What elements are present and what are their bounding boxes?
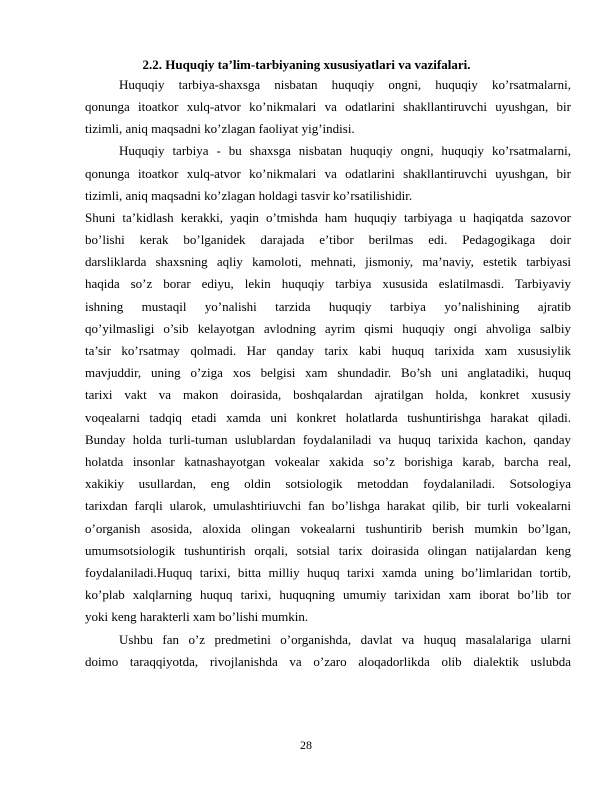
paragraph-line: yoki keng harakterli xam bo’lishi mumkin.	[85, 609, 309, 624]
paragraph-line: tizimli, aniq maqsadni ko’zlagan holdagi tasvir ko’rsatilishidir.	[85, 188, 413, 203]
paragraph-line: holatda insonlar katnashayotgan vokealar xakida so’z borishiga karab, barcha real,	[85, 454, 571, 469]
paragraph-line: foydalaniladi.Huquq tarixi, bitta milliy huquq tarixi xamda uning bo’limlaridan tortib,	[85, 565, 571, 580]
paragraph-line: o’organish asosida, aloxida olingan vokealarni tushuntirib berish mumkin bo’lgan,	[85, 521, 571, 536]
page-number: 28	[300, 738, 312, 752]
paragraph-line: voqealarni tadqiq etadi xamda uni konkret holatlarda tushuntirishga harakat qiladi.	[85, 410, 571, 425]
paragraph-line: ko’plab xalqlarning huquq tarixi, huquqning umumiy tarixidan xam iborat bo’lib tor	[85, 587, 571, 602]
paragraph-line: qo’yilmasligi o’sib kelayotgan avlodning ayrim qismi huquqiy ongi ahvoliga salbiy	[85, 321, 571, 336]
paragraph-line: haqida so’z borar ediyu, lekin huquqiy tarbiya xususida eslatilmasdi. Tarbiyaviy	[85, 276, 571, 291]
paragraph-line: Bunday holda turli-tuman uslublardan foydalaniladi va huquq tarixida kachon, qanday	[85, 432, 571, 447]
paragraph-line: Ushbu fan o’z predmetini o’organishda, davlat va huquq masalalariga ularni	[119, 632, 571, 647]
paragraph-line: umumsotsiologik tushuntirish orqali, sotsial tarix doirasida olingan natijalardan keng	[85, 543, 571, 558]
section-heading: 2.2. Huquqiy ta’lim-tarbiyaning xususiyatlari va vazifalari.	[142, 57, 471, 72]
paragraph-line: darsliklarda shaxsning aqliy kamoloti, mehnati, jismoniy, ma’naviy, estetik tarbiyasi	[85, 254, 571, 269]
paragraph-line: Huquqiy tarbiya - bu shaxsga nisbatan huquqiy ongni, huquqiy ko’rsatmalarni,	[119, 143, 571, 158]
paragraph-line: mavjuddir, uning o’ziga xos belgisi xam shundadir. Bo’sh uni anglatadiki, huquq	[85, 365, 571, 380]
paragraph-line: qonunga itoatkor xulq-atvor ko’nikmalari va odatlarini shakllantiruvchi uyushgan, bir	[85, 99, 571, 114]
paragraph-line: ishning mustaqil yo’nalishi tarzida huquqiy tarbiya yo’nalishining ajratib	[85, 299, 571, 314]
paragraph-line: doimo taraqqiyotda, rivojlanishda va o’zaro aloqadorlikda olib dialektik uslubda	[85, 654, 571, 669]
paragraph-line: tarixdan farqli ularok, umulashtiriuvchi fan bo’lishga harakat qilib, bir turli vokealarni	[85, 498, 571, 513]
paragraph-line: xakikiy usullardan, eng oldin sotsiologik metoddan foydalaniladi. Sotsologiya	[85, 476, 571, 491]
paragraph-line: Huquqiy tarbiya-shaxsga nisbatan huquqiy ongni, huquqiy ko’rsatmalarni,	[119, 77, 571, 92]
paragraph-line: tarixi vakt va makon doirasida, boshqalardan ajratilgan holda, konkret xususiy	[85, 387, 571, 402]
paragraph-line: bo’lishi kerak bo’lganidek darajada e’tibor berilmas edi. Pedagogikaga doir	[85, 232, 571, 247]
paragraph-line: tizimli, aniq maqsadni ko’zlagan faoliyat yig’indisi.	[85, 121, 355, 136]
paragraph-line: Shuni ta’kidlash kerakki, yaqin o’tmishda ham huquqiy tarbiyaga u haqiqatda sazovor	[85, 210, 571, 225]
paragraph-line: qonunga itoatkor xulq-atvor ko’nikmalari va odatlarini shakllantiruvchi uyushgan, bir	[85, 166, 571, 181]
paragraph-line: ta’sir ko’rsatmay qolmadi. Har qanday tarix kabi huquq tarixida xam xususiylik	[85, 343, 571, 358]
